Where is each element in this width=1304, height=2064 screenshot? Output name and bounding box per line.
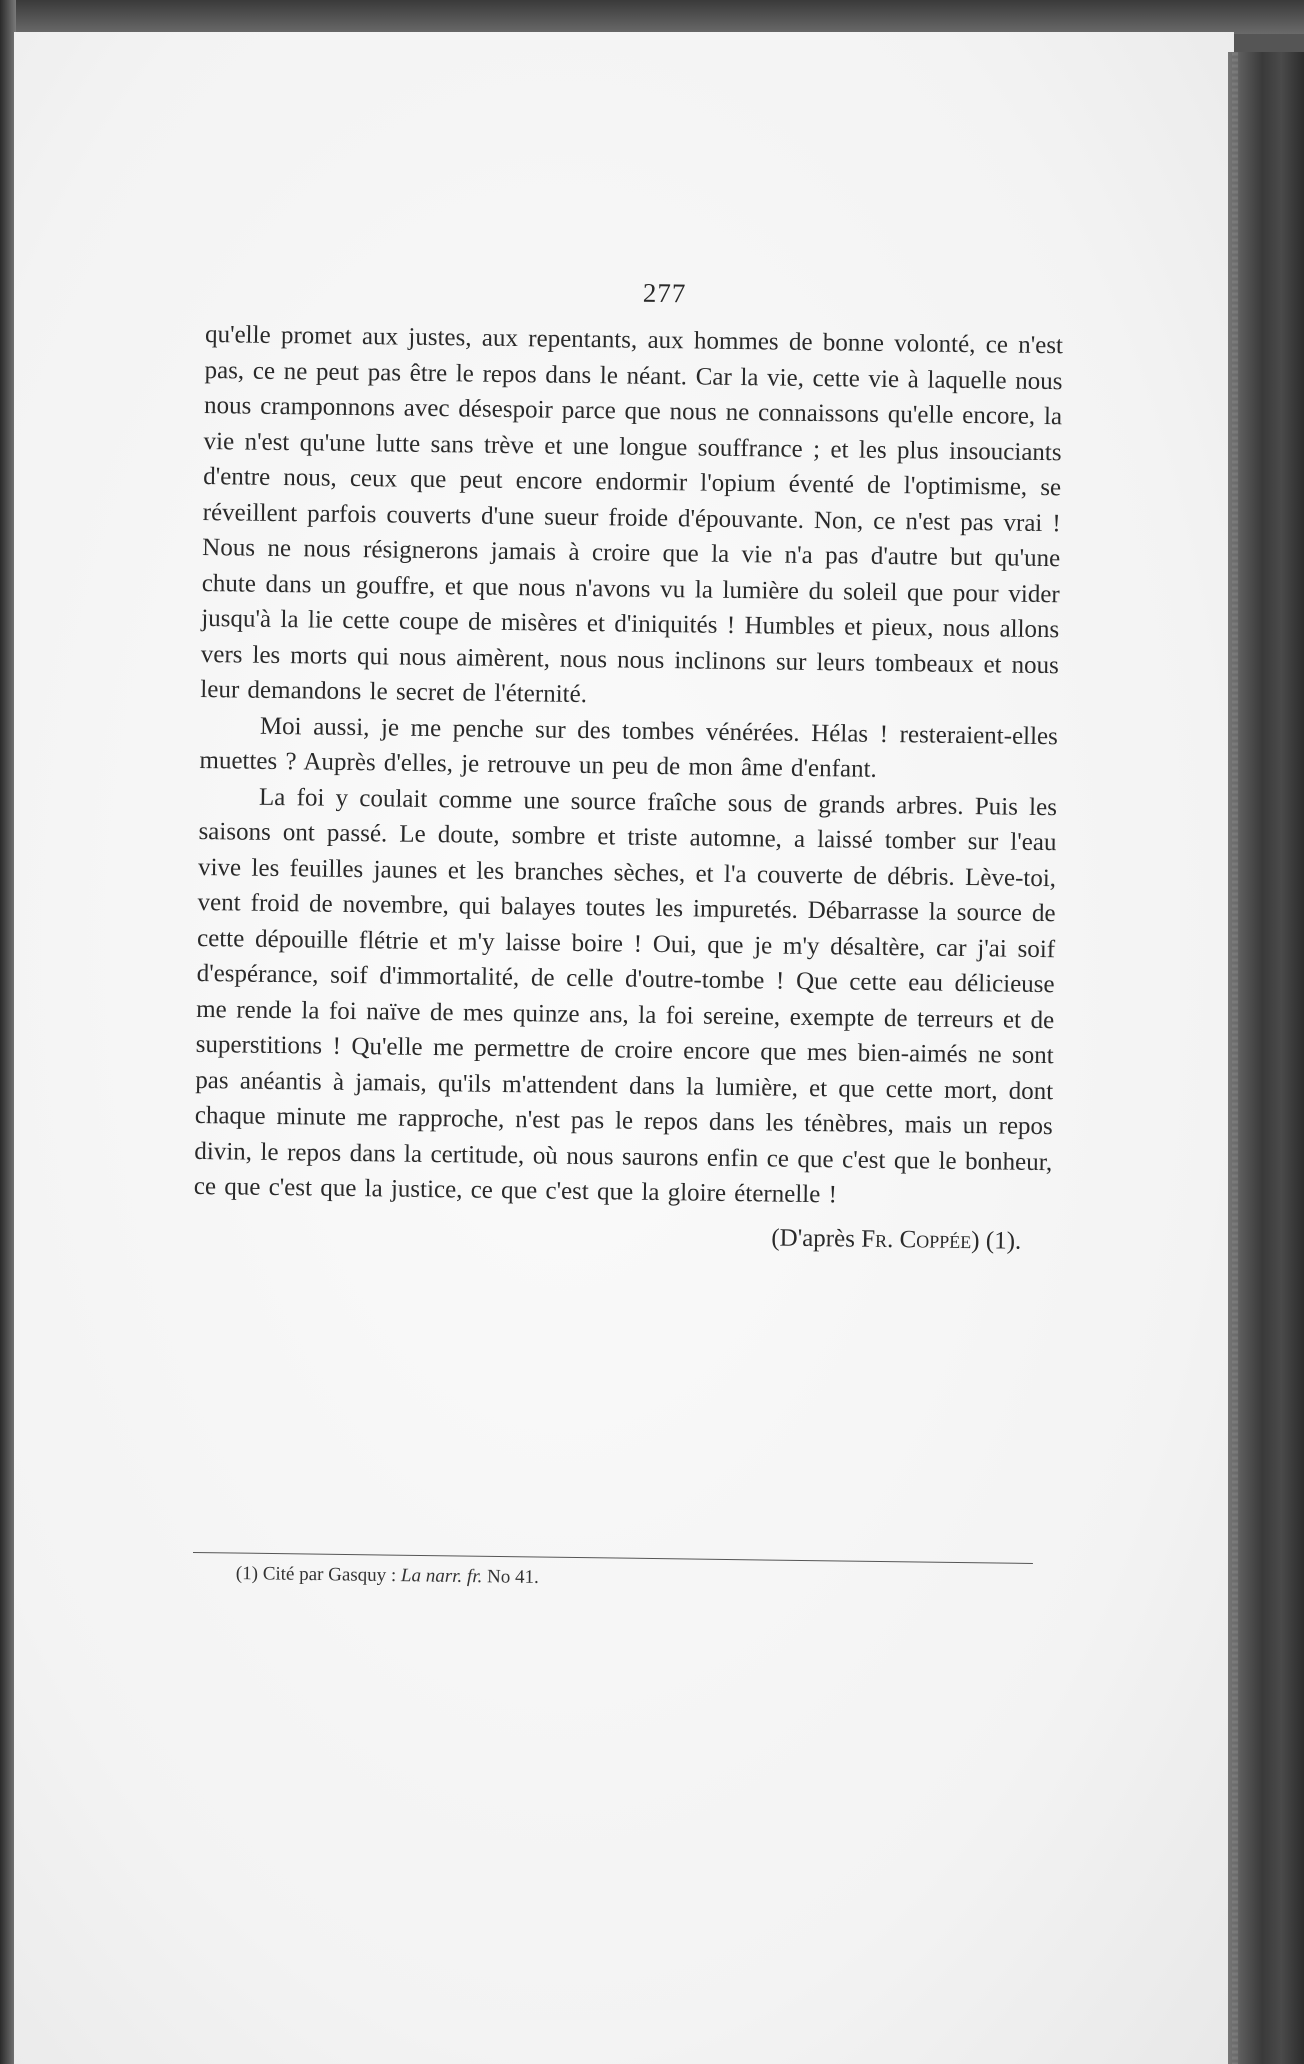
paragraph-3: La foi y coulait comme une source fraîche sous de grands arbres. Puis les saisons ont passé. Le doute, sombre et triste automne, a laissé tomber sur l'eau vive les feuilles jaunes et les branches sèches, et l'a couverte de débris. Lève-toi, vent froid de novembre, qui balayes toutes les impuretés. Débarrasse la source de cette dépouille flétrie et m'y laisse boire ! Oui, que je m'y désaltère, car j'ai soif d'espérance, soif d'immortalité, de celle d'outre-tombe ! Que cette eau délicieuse me rende la foi naïve de mes quinze ans, la foi sereine, exempte de terreurs et de superstitions ! Qu'elle me permettre de croire encore que mes bien-aimés ne sont pas anéantis à jamais, qu'ils m'attendent dans la lumière, et que cette mort, dont chaque minute me rapproche, n'est pas le repos dans les ténèbres, mais un repos divin, le repos dans la certitude, où nous saurons enfin ce que c'est que le bonheur, ce que c'est que la justice, ce que c'est que la gloire éternelle ! — [193, 783, 1058, 1209]
page-content — [193, 262, 1064, 1260]
footnote — [236, 1563, 539, 1589]
footnote-marker: (1) Cité par Gasquy : — [235, 1563, 397, 1587]
footnote-work: La narr. fr. — [400, 1565, 483, 1588]
attribution-prefix: (D'après — [771, 1223, 856, 1253]
scan-frame-top — [0, 0, 1304, 34]
footnote-ref: No 41. — [486, 1566, 539, 1588]
attribution-author: Fr. Coppée — [861, 1225, 972, 1254]
book-binding-edge — [1228, 52, 1304, 2064]
attribution-suffix: ) (1). — [971, 1226, 1022, 1255]
paragraph-1: qu'elle promet aux justes, aux repentants, aux hommes de bonne volonté, ce n'est pas, ce ne peut pas être le repos dans le néant. Car la vie, cette vie à laquelle nous nous cramponnons avec désespoir parce que nous ne connaissons qu'elle encore, la vie n'est qu'une lutte sans trève et une longue souffrance ; et les plus insouciants d'entre nous, ceux que peut encore endormir l'opium éventé de l'optimisme, se réveillent parfois couverts d'une sueur froide d'épouvante. Non, ce n'est pas vrai ! Nous ne nous résignerons jamais à croire que la vie n'a pas d'autre but qu'une chute dans un gouffre, et que nous n'avons vu la lumière du soleil que pour vider jusqu'à la lie cette coupe de misères et d'iniquités ! Humbles et pieux, nous allons vers les morts qui nous aimèrent, nous nous inclinons sur leurs tombeaux et nous leur demandons le secret de l'éternité. — [200, 320, 1064, 709]
paragraph-2: Moi aussi, je me penche sur des tombes vénérées. Hélas ! resteraient-elles muettes ? Auprès d'elles, je retrouve un peu de mon âme d'enfant. — [199, 712, 1059, 783]
page-number: 277 — [642, 277, 687, 309]
